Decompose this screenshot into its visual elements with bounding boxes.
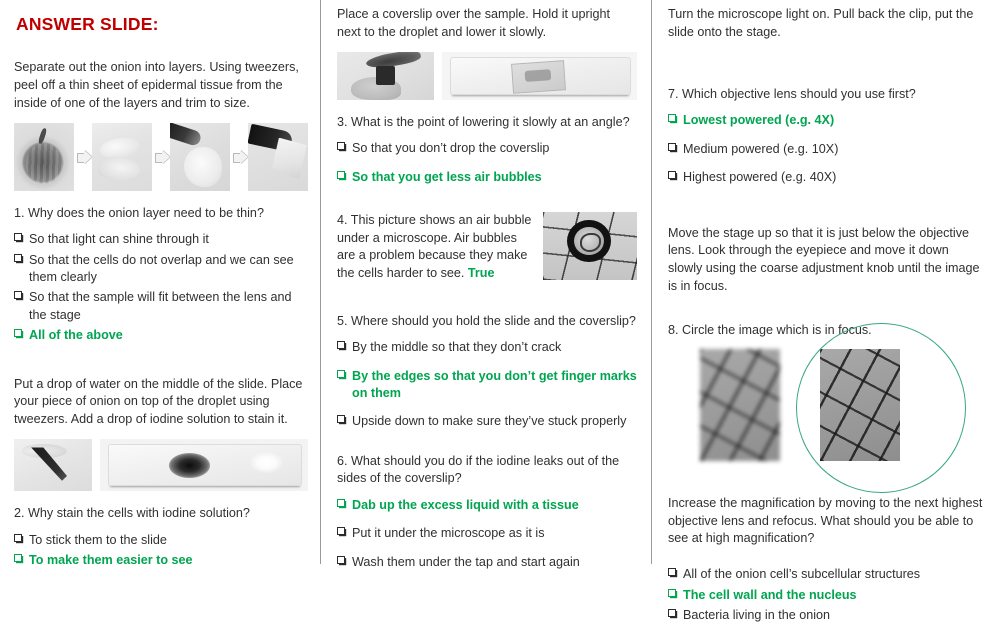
question-6-text: 6. What should you do if the iodine leaks out of the sides of the coverslip? (337, 453, 620, 486)
checkbox-icon[interactable] (14, 254, 22, 262)
option-1a[interactable] (14, 231, 308, 248)
question-4-statement: 4. This picture shows an air bubble under a microscope. Air bubbles are a problem because they make the cells harder to see. (337, 213, 532, 280)
option-5c[interactable] (337, 413, 637, 430)
option-label: Dab up the excess liquid with a tissue (352, 498, 579, 512)
pipette-drop-photo (14, 439, 92, 491)
option-label: By the middle so that they don’t crack (352, 340, 562, 355)
question-4-block (337, 212, 637, 283)
question-8-text: 8. Circle the image which is in focus. (668, 323, 872, 337)
step-1-instruction: Separate out the onion into layers. Using tweezers, peel off a thin sheet of epidermal tissue from the inside of one of the layers and trim to size. (14, 60, 299, 110)
option-7c[interactable] (668, 169, 986, 186)
option-label: So that the sample will fit between the lens and the stage (29, 290, 292, 322)
option-2a[interactable] (14, 532, 308, 549)
option-label: So that light can shine through it (29, 232, 209, 247)
onion-cells-in-focus-photo[interactable] (820, 349, 900, 461)
checkbox-icon[interactable] (337, 171, 345, 179)
option-label: To stick them to the slide (29, 532, 167, 547)
option-label: So that the cells do not overlap and we can see them clearly (29, 252, 294, 284)
checkbox-icon[interactable] (337, 341, 345, 349)
arrow-right-icon-3 (230, 123, 248, 191)
checkbox-icon[interactable] (668, 114, 676, 122)
step-8-instruction: Move the stage up so that it is just below the objective lens. Look through the eyepiece and move it down slowly using the coarse adjustment knob until the image is in focus. (668, 225, 980, 294)
step-2-instruction: Put a drop of water on the middle of the slide. Place your piece of onion on top of the droplet using tweezers. Add a drop of iodine solution to stain it. (14, 376, 303, 427)
air-bubble-micrograph (543, 212, 637, 280)
option-3b-correct[interactable] (337, 169, 637, 186)
checkbox-icon[interactable] (337, 556, 345, 564)
column-right (652, 0, 1000, 622)
option-7b[interactable] (668, 141, 986, 158)
option-label: The cell wall and the nucleus (683, 587, 857, 602)
page-title: ANSWER SLIDE: (16, 14, 159, 34)
question-7-text: 7. Which objective lens should you use first? (668, 86, 916, 101)
question-4-answer: True (467, 266, 495, 280)
option-label: By the edges so that you don’t get finger marks on them (352, 368, 637, 400)
checkbox-icon[interactable] (337, 415, 345, 423)
coverslip-photo-strip (337, 52, 637, 100)
option-label: Lowest powered (e.g. 4X) (683, 113, 835, 128)
slide-prep-photo-strip (14, 439, 308, 491)
option-9a[interactable] (668, 566, 986, 583)
arrow-right-icon-1 (74, 123, 92, 191)
question-6-options (337, 497, 637, 571)
onion-cells-out-of-focus-photo[interactable] (700, 349, 780, 461)
option-label: So that you don’t drop the coverslip (352, 141, 550, 156)
step-9-instruction: Increase the magnification by moving to the next highest objective lens and refocus. What should you be able to see at high magnification? (668, 495, 983, 546)
option-label: Upside down to make sure they’ve stuck properly (352, 414, 627, 429)
option-5a[interactable] (337, 339, 637, 356)
option-6c[interactable] (337, 554, 637, 571)
option-label: Bacteria living in the onion (683, 608, 831, 622)
checkbox-icon[interactable] (14, 534, 22, 542)
option-5b-correct[interactable] (337, 368, 637, 403)
checkbox-icon[interactable] (668, 589, 676, 597)
option-6b[interactable] (337, 525, 637, 542)
option-1b[interactable] (14, 252, 308, 287)
checkbox-icon[interactable] (14, 329, 22, 337)
option-label: All of the above (29, 328, 123, 343)
focus-image-row (700, 349, 986, 469)
option-9c[interactable] (668, 607, 986, 624)
option-1d-correct[interactable] (14, 327, 308, 344)
checkbox-icon[interactable] (337, 370, 345, 378)
lowering-coverslip-photo (337, 52, 434, 100)
option-label: To make them easier to see (29, 553, 193, 568)
option-label: Highest powered (e.g. 40X) (683, 170, 837, 185)
checkbox-icon[interactable] (668, 143, 676, 151)
checkbox-icon[interactable] (337, 499, 345, 507)
checkbox-icon[interactable] (14, 291, 22, 299)
onion-prep-photo-strip (14, 123, 308, 191)
option-label: Wash them under the tap and start again (352, 554, 580, 569)
coverslip-on-slide-photo (442, 52, 637, 100)
option-label: So that you get less air bubbles (352, 169, 542, 184)
question-1-options (14, 231, 308, 344)
question-5-options (337, 339, 637, 431)
option-9b-correct[interactable] (668, 587, 986, 604)
onion-whole-photo (14, 123, 74, 191)
onion-trim-photo (248, 123, 308, 191)
question-4-text (337, 212, 533, 283)
checkbox-icon[interactable] (668, 609, 676, 617)
column-middle (321, 0, 651, 569)
arrow-right-icon-2 (152, 123, 170, 191)
option-label: All of the onion cell’s subcellular structures (683, 567, 921, 582)
step-7-instruction: Turn the microscope light on. Pull back the clip, put the slide onto the stage. (668, 7, 974, 39)
checkbox-icon[interactable] (14, 233, 22, 241)
onion-peel-photo (170, 123, 230, 191)
option-6a-correct[interactable] (337, 497, 637, 514)
checkbox-icon[interactable] (14, 554, 22, 562)
step-3-instruction: Place a coverslip over the sample. Hold it upright next to the droplet and lower it slowly. (337, 7, 610, 39)
question-3-options (337, 140, 637, 186)
checkbox-icon[interactable] (337, 142, 345, 150)
question-3-text: 3. What is the point of lowering it slowly at an angle? (337, 114, 630, 129)
option-3a[interactable] (337, 140, 637, 157)
onion-layers-photo (92, 123, 152, 191)
checkbox-icon[interactable] (668, 568, 676, 576)
option-label: Put it under the microscope as it is (352, 526, 545, 541)
option-label: Medium powered (e.g. 10X) (683, 141, 839, 156)
question-5-text: 5. Where should you hold the slide and the coverslip? (337, 313, 636, 328)
stained-slide-photo (100, 439, 308, 491)
question-9-options (668, 566, 986, 624)
column-left (0, 0, 320, 568)
option-1c[interactable] (14, 289, 308, 324)
question-2-text: 2. Why stain the cells with iodine solution? (14, 506, 250, 521)
checkbox-icon[interactable] (337, 527, 345, 535)
option-2b-correct[interactable] (14, 552, 308, 569)
question-7-options (668, 112, 986, 186)
checkbox-icon[interactable] (668, 171, 676, 179)
question-1-text: 1. Why does the onion layer need to be thin? (14, 205, 264, 220)
option-7a-correct[interactable] (668, 112, 986, 129)
